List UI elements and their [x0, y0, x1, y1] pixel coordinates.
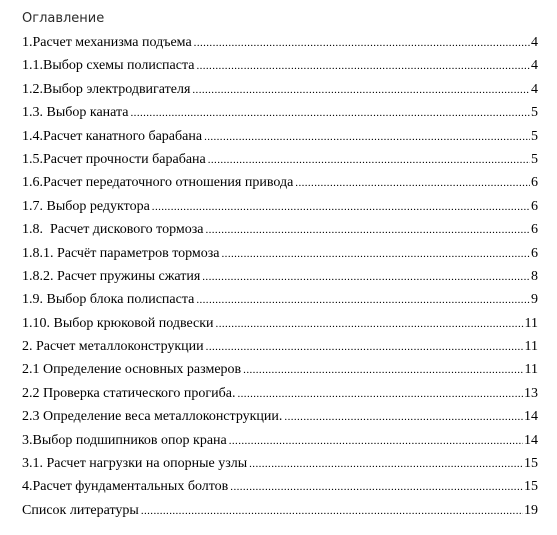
dot-leader — [222, 245, 530, 263]
toc-entry-page: 14 — [524, 409, 538, 425]
dot-leader — [243, 361, 523, 379]
toc-entry-page: 4 — [531, 58, 538, 74]
toc-entry-title: 1.8.2. Расчет пружины сжатия — [22, 268, 201, 284]
toc-entry-page: 13 — [524, 385, 538, 401]
toc-entry-page: 5 — [531, 151, 538, 167]
toc-entry-page: 9 — [531, 292, 538, 308]
toc-entry-title: 3.Выбор подшипников опор крана — [22, 432, 227, 448]
toc-entry-title: 2.3 Определение веса металлоконструкции. — [22, 409, 283, 425]
dot-leader — [230, 478, 523, 496]
toc-entry[interactable] — [22, 408, 538, 431]
toc-entry-title: 1.Расчет механизма подъема — [22, 35, 192, 50]
toc-entry-title: 2.2 Проверка статического прогиба. — [22, 385, 236, 401]
dot-leader — [204, 128, 530, 146]
toc-entry-title: 4.Расчет фундаментальных болтов — [22, 479, 229, 495]
toc-entry-title: 1.10. Выбор крюковой подвески — [22, 315, 214, 331]
toc-entry-title: 2. Расчет металлоконструкции — [22, 339, 204, 355]
dot-leader — [249, 455, 523, 473]
toc-entry[interactable] — [22, 81, 538, 104]
toc-entry-page: 6 — [531, 245, 538, 261]
toc-entry-title: 1.2.Выбор электродвигателя — [22, 81, 191, 97]
toc-entry-page: 11 — [524, 315, 538, 331]
dot-leader — [196, 57, 530, 75]
dot-leader — [196, 291, 530, 309]
toc-entry-title: 1.1.Выбор схемы полиспаста — [22, 58, 195, 74]
toc-entry[interactable] — [22, 455, 538, 478]
toc-entry-page: 15 — [524, 479, 538, 495]
toc-entry[interactable] — [22, 385, 538, 408]
toc-entry-page: 6 — [531, 175, 538, 191]
dot-leader — [238, 385, 524, 403]
toc-entry-page: 4 — [531, 35, 538, 50]
toc-entry[interactable] — [22, 198, 538, 221]
toc-entry-page: 19 — [524, 502, 538, 518]
toc-entry-page: 11 — [524, 339, 538, 355]
toc-entry-title: Список литературы — [22, 502, 139, 518]
dot-leader — [295, 174, 530, 192]
dot-leader — [141, 502, 523, 520]
toc-entry-page: 14 — [524, 432, 538, 448]
dot-leader — [194, 34, 530, 52]
toc-entry-page: 4 — [531, 81, 538, 97]
toc-entry[interactable] — [22, 315, 538, 338]
toc-entry[interactable] — [22, 478, 538, 501]
toc-entry-page: 11 — [524, 362, 538, 378]
toc-entry-page: 6 — [531, 222, 538, 238]
dot-leader — [131, 104, 530, 122]
toc-entry-page: 15 — [524, 456, 538, 472]
toc-entry[interactable] — [22, 245, 538, 268]
dot-leader — [202, 268, 530, 286]
toc-entry[interactable] — [22, 268, 538, 291]
toc-entry-title: 1.7. Выбор редуктора — [22, 198, 150, 214]
toc-entry[interactable] — [22, 57, 538, 80]
toc-entry-title: 1.6.Расчет передаточного отношения привода — [22, 175, 294, 191]
toc-entry[interactable] — [22, 104, 538, 127]
toc-entry[interactable] — [22, 174, 538, 197]
toc-entry-page: 5 — [531, 128, 538, 144]
dot-leader — [205, 221, 530, 239]
toc-entry[interactable] — [22, 361, 538, 384]
toc-entry[interactable] — [22, 291, 538, 314]
dot-leader — [216, 315, 524, 333]
toc-entry[interactable] — [22, 151, 538, 174]
dot-leader — [284, 408, 523, 426]
toc-entry-page: 8 — [531, 268, 538, 284]
toc-entry[interactable] — [22, 338, 538, 361]
toc-entry-title: 1.8. Расчет дискового тормоза — [22, 222, 204, 238]
toc-entry[interactable] — [22, 502, 538, 525]
toc-entry-title: 1.3. Выбор каната — [22, 105, 129, 121]
toc-entry[interactable] — [22, 128, 538, 151]
toc-entry[interactable] — [22, 34, 538, 57]
toc-entry-title: 1.8.1. Расчёт параметров тормоза — [22, 245, 220, 261]
toc-entry-title: 2.1 Определение основных размеров — [22, 362, 242, 378]
toc-entry-title: 1.4.Расчет канатного барабана — [22, 128, 203, 144]
toc-entry-page: 5 — [531, 105, 538, 121]
dot-leader — [152, 198, 530, 216]
toc-entry-title: 1.9. Выбор блока полиспаста — [22, 292, 195, 308]
dot-leader — [206, 338, 524, 356]
toc-entry-page: 6 — [531, 198, 538, 214]
toc-entry-title: 1.5.Расчет прочности барабана — [22, 151, 206, 167]
dot-leader — [208, 151, 530, 169]
dot-leader — [229, 432, 523, 450]
toc-entry-title: 3.1. Расчет нагрузки на опорные узлы — [22, 456, 248, 472]
toc-entry[interactable] — [22, 221, 538, 244]
table-of-contents — [22, 34, 538, 525]
toc-entry[interactable] — [22, 432, 538, 455]
dot-leader — [192, 81, 530, 99]
toc-heading: Оглавление — [22, 11, 105, 26]
